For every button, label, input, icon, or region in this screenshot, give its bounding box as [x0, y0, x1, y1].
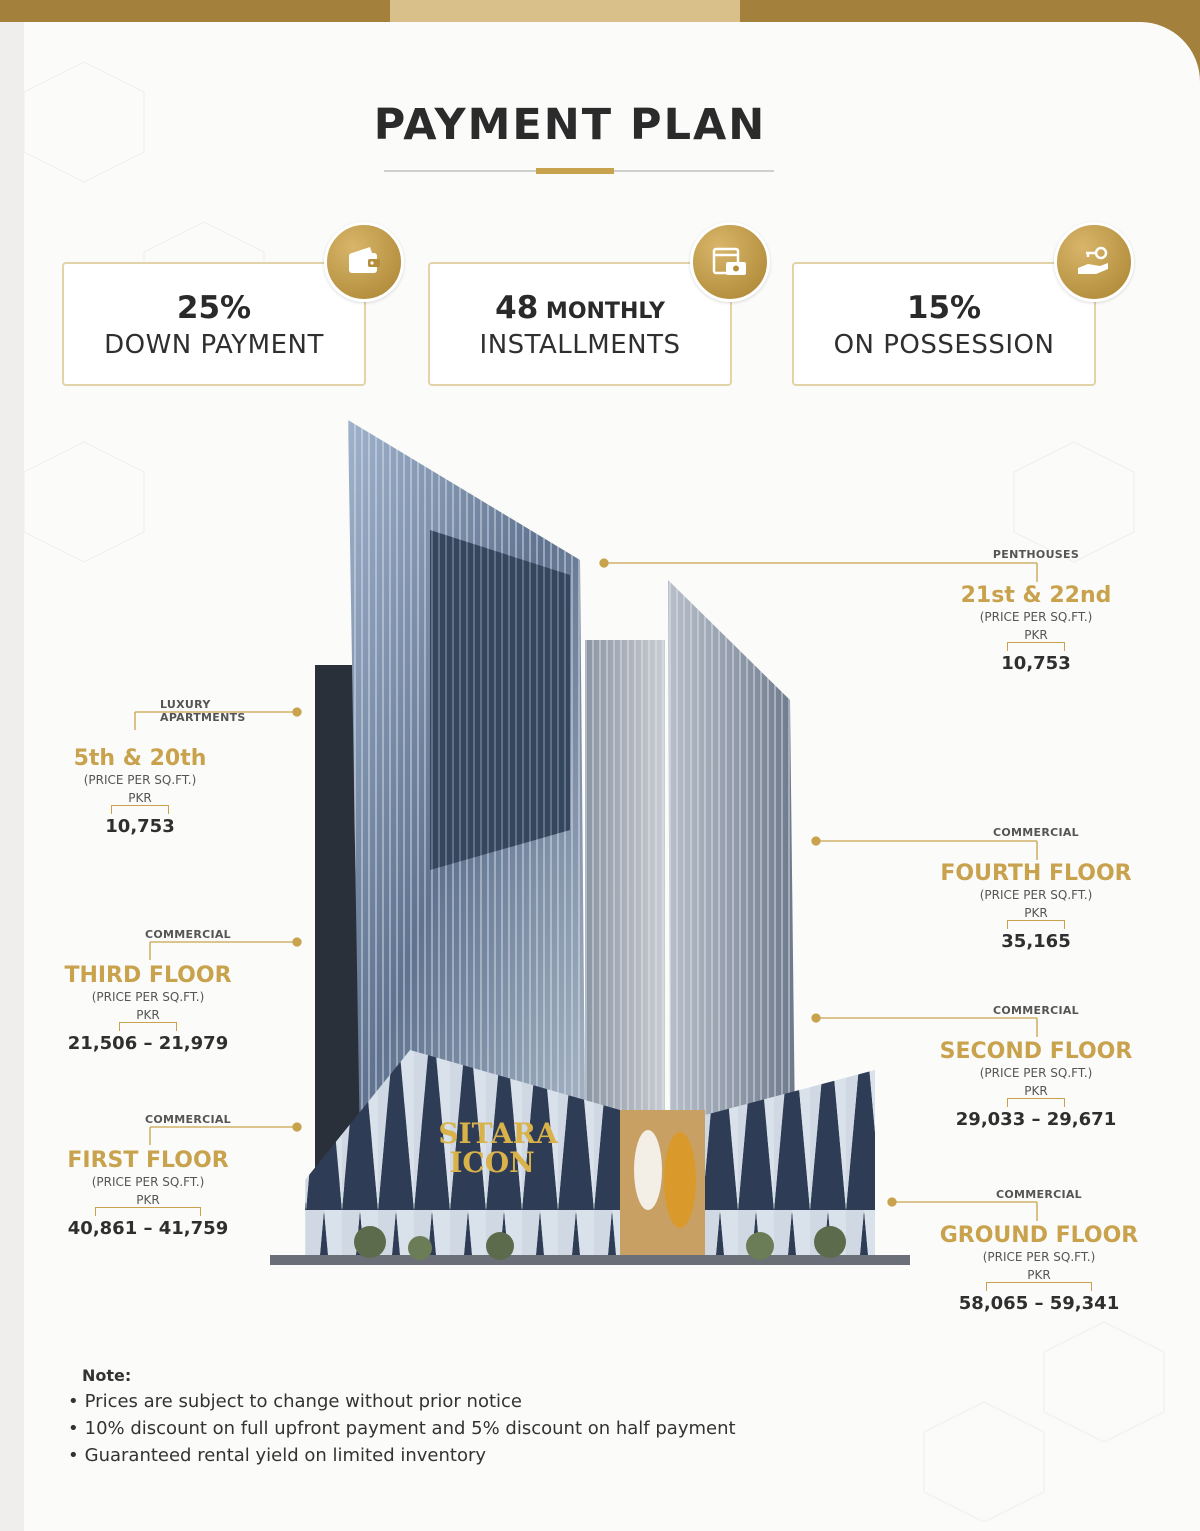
- price-note: (PRICE PER SQ.FT.): [91, 1175, 205, 1189]
- currency: PKR: [128, 791, 152, 805]
- floor-name: SECOND FLOOR: [939, 1039, 1133, 1064]
- plan-box-installments: [428, 262, 732, 386]
- price-note: (PRICE PER SQ.FT.): [979, 1066, 1093, 1080]
- floor-name: FIRST FLOOR: [67, 1148, 229, 1173]
- category: COMMERCIAL: [993, 1004, 1079, 1017]
- note-item: • Guaranteed rental yield on limited inventory: [68, 1445, 736, 1466]
- label-ground-floor: [916, 1188, 1162, 1314]
- page-title: PAYMENT PLAN: [373, 100, 767, 150]
- wallet-icon: [324, 222, 404, 302]
- category: PENTHOUSES: [992, 548, 1080, 561]
- price-value: 10,753: [105, 816, 175, 837]
- plan-label: INSTALLMENTS: [479, 330, 681, 360]
- floor-name: 5th & 20th: [73, 746, 207, 771]
- building-sign-line2: ICON: [449, 1146, 535, 1179]
- label-third-floor: [36, 928, 260, 1054]
- title-underline-accent: [536, 168, 614, 174]
- plan-label: DOWN PAYMENT: [104, 330, 324, 360]
- currency: PKR: [136, 1008, 160, 1022]
- category: COMMERCIAL: [996, 1188, 1082, 1201]
- floor-name: FOURTH FLOOR: [940, 861, 1132, 886]
- price-value: 58,065 – 59,341: [958, 1293, 1120, 1314]
- calendar-money-icon: [690, 222, 770, 302]
- price-note: (PRICE PER SQ.FT.): [91, 990, 205, 1004]
- building-sign-line1: SITARA: [438, 1117, 558, 1150]
- label-penthouses: [936, 548, 1136, 674]
- top-bar-middle: [390, 0, 740, 22]
- category: COMMERCIAL: [145, 928, 231, 941]
- bracket: [1007, 1098, 1065, 1107]
- bracket: [111, 805, 169, 814]
- bracket: [119, 1022, 177, 1031]
- price-value: 21,506 – 21,979: [67, 1033, 229, 1054]
- price-value: 10,753: [1001, 653, 1071, 674]
- currency: PKR: [1027, 1268, 1051, 1282]
- label-fourth-floor: [916, 826, 1156, 952]
- bracket: [1007, 642, 1065, 651]
- price-note: (PRICE PER SQ.FT.): [982, 1250, 1096, 1264]
- floor-name: GROUND FLOOR: [939, 1223, 1139, 1248]
- currency: PKR: [1024, 906, 1048, 920]
- plan-box-possession: [792, 262, 1096, 386]
- plan-label: ON POSSESSION: [833, 330, 1055, 360]
- price-note: (PRICE PER SQ.FT.): [979, 888, 1093, 902]
- top-bar-left: [0, 0, 390, 22]
- price-note: (PRICE PER SQ.FT.): [979, 610, 1093, 624]
- plan-value: 25%: [176, 290, 252, 326]
- bracket: [1007, 920, 1065, 929]
- category: LUXURY APARTMENTS: [160, 698, 246, 724]
- label-second-floor: [916, 1004, 1156, 1130]
- notes-section: [68, 1366, 736, 1466]
- price-value: 35,165: [1001, 931, 1071, 952]
- floor-name: 21st & 22nd: [960, 583, 1112, 608]
- building-illustration: [270, 410, 910, 1270]
- category: COMMERCIAL: [993, 826, 1079, 839]
- price-note: (PRICE PER SQ.FT.): [83, 773, 197, 787]
- floor-name: THIRD FLOOR: [64, 963, 232, 988]
- label-first-floor: [36, 1113, 260, 1239]
- plan-value: 15%: [906, 290, 982, 326]
- currency: PKR: [1024, 628, 1048, 642]
- label-luxury-apartments: [40, 698, 246, 837]
- note-heading: Note:: [82, 1366, 132, 1385]
- currency: PKR: [1024, 1084, 1048, 1098]
- currency: PKR: [136, 1193, 160, 1207]
- bracket: [986, 1282, 1092, 1291]
- plan-box-down-payment: [62, 262, 366, 386]
- note-item: • 10% discount on full upfront payment and 5% discount on half payment: [68, 1418, 736, 1439]
- price-value: 40,861 – 41,759: [67, 1218, 229, 1239]
- hand-key-icon: [1054, 222, 1134, 302]
- plan-value: 48 MONTHLY: [495, 290, 665, 326]
- bracket: [95, 1207, 201, 1216]
- note-item: • Prices are subject to change without prior notice: [68, 1391, 736, 1412]
- price-value: 29,033 – 29,671: [955, 1109, 1117, 1130]
- category: COMMERCIAL: [145, 1113, 231, 1126]
